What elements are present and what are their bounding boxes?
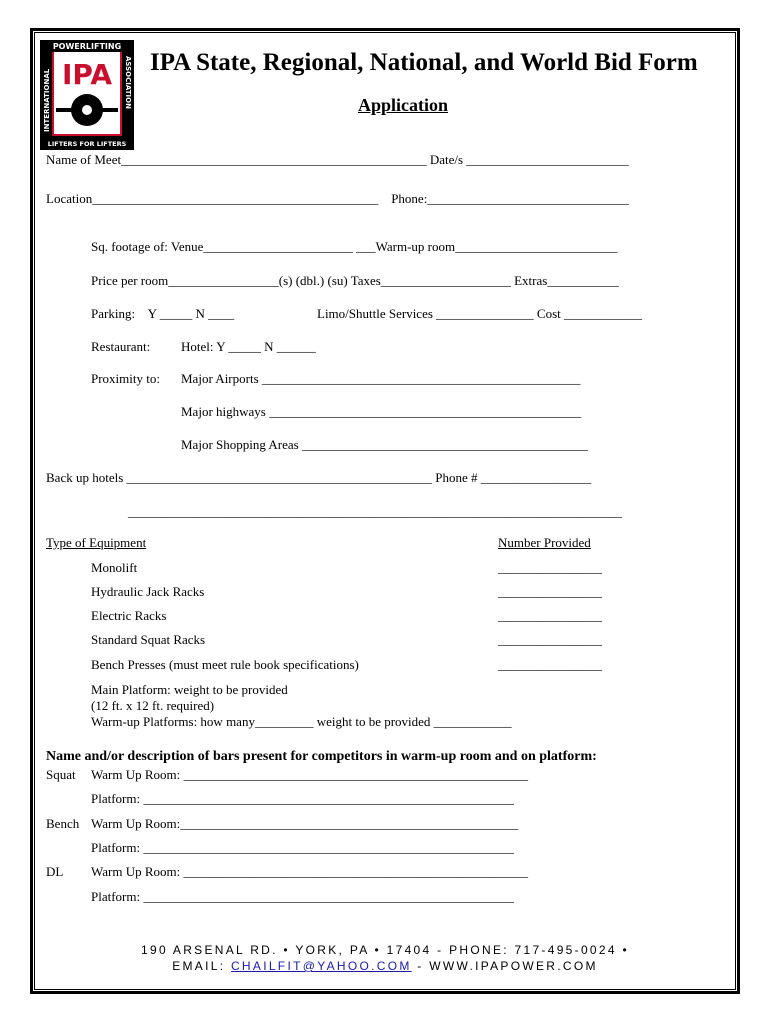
svg-text:ASSOCIATION: ASSOCIATION: [124, 56, 132, 109]
equipment-item-label: Bench Presses (must meet rule book specifications): [91, 657, 359, 672]
equipment-item-input[interactable]: ________________: [498, 560, 602, 575]
equipment-item-label: Standard Squat Racks: [91, 632, 206, 647]
bars-heading: Name and/or description of bars present for competitors in warm-up room and on platform:: [46, 749, 597, 764]
footer-contact: [0, 958, 770, 974]
field-price-per-room[interactable]: Price per room_________________(s) (dbl.) (su) Taxes____________________ Extras___________: [91, 273, 619, 288]
equipment-item-input[interactable]: ________________: [498, 632, 602, 647]
field-dl-warmup[interactable]: Warm Up Room: _____________________________________________________: [91, 864, 528, 879]
field-limo-shuttle[interactable]: Limo/Shuttle Services _______________ Cost ____________: [317, 306, 642, 321]
field-warmup-platforms[interactable]: Warm-up Platforms: how many_________ weight to be provided ____________: [91, 714, 512, 729]
footer-address: 190 ARSENAL RD. • YORK, PA • 17404 - PHONE: 717-495-0024 •: [141, 943, 629, 957]
page-subtitle: Application: [358, 95, 449, 115]
field-squat-warmup[interactable]: Warm Up Room: _____________________________________________________: [91, 767, 528, 782]
field-sq-footage[interactable]: Sq. footage of: Venue_______________________ ___Warm-up room_________________________: [91, 239, 618, 254]
footer-email-link[interactable]: CHAILFIT@YAHOO.COM: [230, 959, 412, 973]
svg-text:POWERLIFTING: POWERLIFTING: [52, 42, 122, 51]
field-major-highways[interactable]: Major highways ________________________________________________: [181, 404, 582, 419]
field-parking[interactable]: Parking: Y _____ N ____: [91, 306, 235, 321]
field-hotel[interactable]: Hotel: Y _____ N ______: [181, 339, 316, 354]
field-name-of-meet[interactable]: Name of Meet_______________________________________________ Date/s _________________________: [46, 152, 629, 167]
svg-text:IPA: IPA: [61, 58, 113, 91]
field-back-up-hotels[interactable]: Back up hotels _______________________________________________ Phone # _________________: [46, 470, 592, 485]
squat-label: Squat: [46, 767, 76, 782]
field-major-shopping[interactable]: Major Shopping Areas ____________________________________________: [181, 437, 588, 452]
field-bench-platform[interactable]: Platform: _________________________________________________________: [91, 840, 514, 855]
field-bench-warmup[interactable]: Warm Up Room:____________________________________________________: [91, 816, 519, 831]
footer-email-label: EMAIL:: [172, 959, 231, 973]
restaurant-label: Restaurant:: [91, 339, 151, 354]
ipa-logo: [40, 40, 134, 150]
main-platform-requirement: (12 ft. x 12 ft. required): [91, 698, 215, 713]
bench-label: Bench: [46, 816, 80, 831]
equipment-item-label: Electric Racks: [91, 608, 167, 623]
equipment-number-header: Number Provided: [498, 535, 591, 550]
equipment-type-header: Type of Equipment: [46, 535, 147, 550]
svg-text:LIFTERS FOR LIFTERS: LIFTERS FOR LIFTERS: [47, 140, 127, 148]
field-dl-platform[interactable]: Platform: _________________________________________________________: [91, 889, 514, 904]
equipment-item-label: Monolift: [91, 560, 138, 575]
svg-text:INTERNATIONAL: INTERNATIONAL: [43, 68, 51, 132]
field-major-airports[interactable]: Major Airports _________________________________________________: [181, 371, 581, 386]
footer-website[interactable]: - WWW.IPAPOWER.COM: [411, 959, 598, 973]
equipment-item-label: Hydraulic Jack Racks: [91, 584, 205, 599]
equipment-item-input[interactable]: ________________: [498, 584, 602, 599]
field-squat-platform[interactable]: Platform: _________________________________________________________: [91, 791, 514, 806]
field-blank-line[interactable]: ____________________________________________________________________________: [128, 504, 622, 519]
dl-label: DL: [46, 864, 64, 879]
field-location[interactable]: Location____________________________________________ Phone:_______________________________: [46, 191, 629, 206]
proximity-label: Proximity to:: [91, 371, 160, 386]
page-title: IPA State, Regional, National, and World Bid Form: [150, 49, 698, 76]
equipment-item-input[interactable]: ________________: [498, 608, 602, 623]
main-platform-text: Main Platform: weight to be provided: [91, 682, 288, 697]
equipment-item-input[interactable]: ________________: [498, 657, 602, 672]
